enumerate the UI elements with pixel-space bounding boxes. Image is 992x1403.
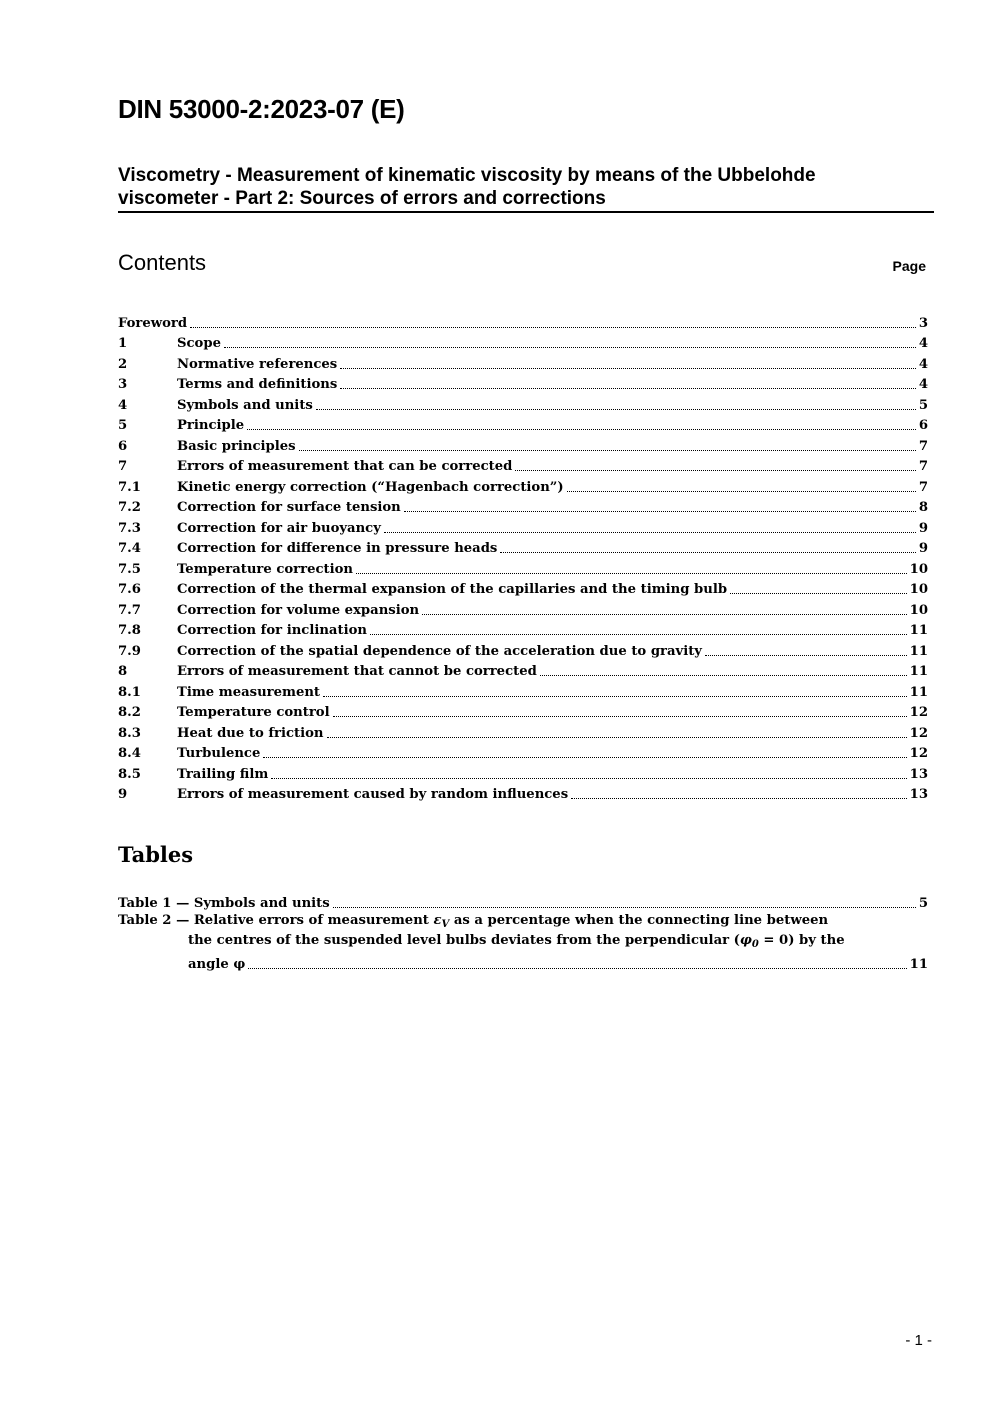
toc-entry[interactable]	[118, 474, 928, 495]
toc-entry-title: Correction of the thermal expansion of the capillaries and the timing bulb	[177, 582, 728, 597]
toc-entry-number: 7	[118, 459, 128, 474]
toc-entry[interactable]	[118, 741, 928, 762]
tables-heading: Tables	[118, 842, 194, 867]
toc-entry-number: 7.1	[118, 479, 141, 495]
toc-entry-title: Turbulence	[177, 746, 261, 761]
toc-entry-title: Errors of measurement that can be corrected	[177, 459, 513, 474]
toc-entry-title: Temperature control	[177, 705, 330, 720]
dot-leader	[384, 532, 916, 533]
toc-entry-page: 4	[918, 377, 928, 392]
dot-leader	[422, 614, 907, 615]
toc-entry-number: 5	[118, 418, 128, 433]
toc-entry-page: 12	[909, 746, 928, 761]
contents-heading: Contents	[118, 250, 207, 275]
toc-entry-title: Scope	[177, 336, 221, 351]
toc-entry-title: Principle	[177, 418, 245, 433]
toc-entry-page: 7	[918, 438, 928, 454]
document-id: DIN 53000-2:2023-07 (E)	[118, 94, 405, 124]
toc-entry-title: Kinetic energy correction (“Hagenbach correction”)	[177, 479, 564, 495]
document-title-line-1: Viscometry - Measurement of kinematic viscosity by means of the Ubbelohde	[118, 165, 816, 186]
toc-entry-title: Foreword	[118, 315, 188, 331]
toc-entry[interactable]	[118, 392, 928, 413]
toc-entry-title: Terms and definitions	[177, 377, 338, 392]
dot-leader	[247, 429, 916, 430]
dot-leader	[540, 675, 907, 676]
toc-entry-page: 8	[918, 500, 928, 515]
toc-entry-number: 8.4	[118, 746, 141, 761]
toc-entry-number: 7.5	[118, 561, 141, 577]
toc-entry-number: 1	[118, 336, 128, 351]
toc-entry-title: Time measurement	[177, 684, 321, 700]
toc-entry-number: 8.1	[118, 684, 141, 700]
table-entry-2-line-2: the centres of the suspended level bulbs deviates from the perpendicular $(\varphi_0 = 0)$ by the	[188, 933, 845, 950]
dot-leader	[515, 470, 915, 471]
table-of-contents	[118, 310, 928, 802]
toc-entry[interactable]	[118, 454, 928, 475]
page-column-heading: Page	[892, 258, 926, 274]
toc-entry[interactable]	[118, 310, 928, 331]
toc-entry-page: 11	[909, 684, 928, 700]
toc-entry-page: 13	[909, 787, 928, 802]
toc-entry-number: 8.5	[118, 766, 141, 782]
toc-entry-number: 4	[118, 397, 128, 413]
toc-entry-title: Errors of measurement that cannot be corrected	[177, 664, 537, 679]
dot-leader	[404, 511, 916, 512]
toc-entry[interactable]	[118, 433, 928, 454]
toc-entry-page: 4	[918, 356, 928, 372]
page-number: - 1 -	[905, 1332, 932, 1349]
dot-leader	[224, 347, 916, 348]
toc-entry-number: 3	[118, 377, 128, 392]
toc-entry[interactable]	[118, 700, 928, 721]
toc-entry-number: 7.4	[118, 541, 141, 556]
toc-entry[interactable]	[118, 495, 928, 516]
dot-leader	[500, 552, 915, 553]
toc-entry-page: 10	[909, 602, 928, 618]
toc-entry-title: Heat due to friction	[177, 725, 324, 741]
dot-leader	[271, 778, 906, 779]
toc-entry[interactable]	[118, 720, 928, 741]
table-entry-2[interactable]	[118, 911, 928, 973]
toc-entry-title: Correction of the spatial dependence of the acceleration due to gravity	[177, 643, 702, 659]
list-of-tables	[118, 890, 928, 972]
dot-leader	[567, 491, 916, 492]
toc-entry-number: 2	[118, 356, 128, 372]
phi-symbol: $\varphi_0$	[739, 933, 759, 950]
dot-leader	[356, 573, 907, 574]
dot-leader	[730, 593, 907, 594]
table-entry-1[interactable]	[118, 890, 928, 911]
dot-leader	[323, 696, 907, 697]
dot-leader	[340, 368, 916, 369]
toc-entry-page: 7	[918, 459, 928, 474]
toc-entry-page: 9	[918, 541, 928, 556]
toc-entry-page: 12	[909, 705, 928, 720]
toc-entry-title: Errors of measurement caused by random influences	[177, 787, 569, 802]
toc-entry-title: Basic principles	[177, 438, 296, 454]
toc-entry-page: 11	[909, 643, 928, 659]
document-title	[118, 164, 934, 213]
toc-entry[interactable]	[118, 536, 928, 557]
toc-entry-page: 11	[909, 623, 928, 638]
toc-entry-page: 9	[918, 520, 928, 536]
toc-entry-number: 8	[118, 664, 128, 679]
toc-entry-number: 7.6	[118, 582, 141, 597]
dot-leader	[333, 716, 907, 717]
toc-entry-page: 7	[918, 479, 928, 495]
toc-entry-number: 7.8	[118, 623, 141, 638]
table-entry-2-line-3: angle φ 11	[188, 957, 928, 972]
toc-entry-page: 3	[918, 315, 928, 331]
table-entry-page: 11	[909, 957, 928, 972]
toc-entry[interactable]	[118, 782, 928, 803]
epsilon-symbol: $\varepsilon_V$	[433, 912, 450, 930]
toc-entry-number: 7.3	[118, 520, 141, 536]
toc-entry-page: 12	[909, 725, 928, 741]
dot-leader	[263, 757, 906, 758]
toc-entry-number: 7.7	[118, 602, 141, 618]
toc-entry[interactable]	[118, 577, 928, 598]
toc-entry-title: Normative references	[177, 356, 338, 372]
toc-entry-title: Correction for surface tension	[177, 500, 401, 515]
toc-entry[interactable]	[118, 372, 928, 393]
dot-leader	[705, 655, 907, 656]
dot-leader	[571, 798, 907, 799]
table-entry-page: 5	[918, 895, 928, 911]
toc-entry-number: 6	[118, 438, 128, 454]
toc-entry[interactable]	[118, 515, 928, 536]
toc-entry-title: Trailing film	[177, 766, 269, 782]
toc-entry-title: Symbols and units	[177, 397, 313, 413]
toc-entry-title: Temperature correction	[177, 561, 353, 577]
toc-entry-number: 8.3	[118, 725, 141, 741]
toc-entry-title: Correction for air buoyancy	[177, 520, 381, 536]
toc-entry-number: 8.2	[118, 705, 141, 720]
dot-leader	[340, 388, 916, 389]
toc-entry-title: Correction for difference in pressure heads	[177, 541, 498, 556]
toc-entry-title: Correction for inclination	[177, 623, 367, 638]
toc-entry[interactable]	[118, 618, 928, 639]
dot-leader	[316, 409, 916, 410]
toc-entry[interactable]	[118, 597, 928, 618]
toc-entry[interactable]	[118, 761, 928, 782]
table-entry-2-line-1: Table 2 — Relative errors of measurement $\varepsilon_V$ as a percentage when the connecting line between	[118, 912, 829, 930]
toc-entry-page: 6	[918, 418, 928, 433]
dot-leader	[327, 737, 907, 738]
dot-leader	[190, 327, 916, 328]
dot-leader	[333, 907, 916, 908]
toc-entry-page: 10	[909, 582, 928, 597]
document-title-line-2: viscometer - Part 2: Sources of errors and corrections	[118, 188, 606, 209]
toc-entry[interactable]	[118, 679, 928, 700]
dot-leader	[248, 968, 906, 969]
toc-entry-title: Correction for volume expansion	[177, 602, 420, 618]
toc-entry-page: 13	[909, 766, 928, 782]
toc-entry[interactable]	[118, 331, 928, 352]
toc-entry-number: 7.9	[118, 643, 141, 659]
toc-entry[interactable]	[118, 556, 928, 577]
toc-entry-number: 7.2	[118, 500, 141, 515]
toc-entry-page: 5	[918, 397, 928, 413]
toc-entry-page: 4	[918, 336, 928, 351]
toc-entry-page: 10	[909, 561, 928, 577]
table-entry-title: Table 1 — Symbols and units	[118, 895, 330, 911]
dot-leader	[299, 450, 916, 451]
toc-entry-page: 11	[909, 664, 928, 679]
toc-entry[interactable]	[118, 659, 928, 680]
toc-entry-number: 9	[118, 787, 128, 802]
toc-entry[interactable]	[118, 413, 928, 434]
dot-leader	[370, 634, 907, 635]
toc-entry[interactable]	[118, 351, 928, 372]
toc-entry[interactable]	[118, 638, 928, 659]
